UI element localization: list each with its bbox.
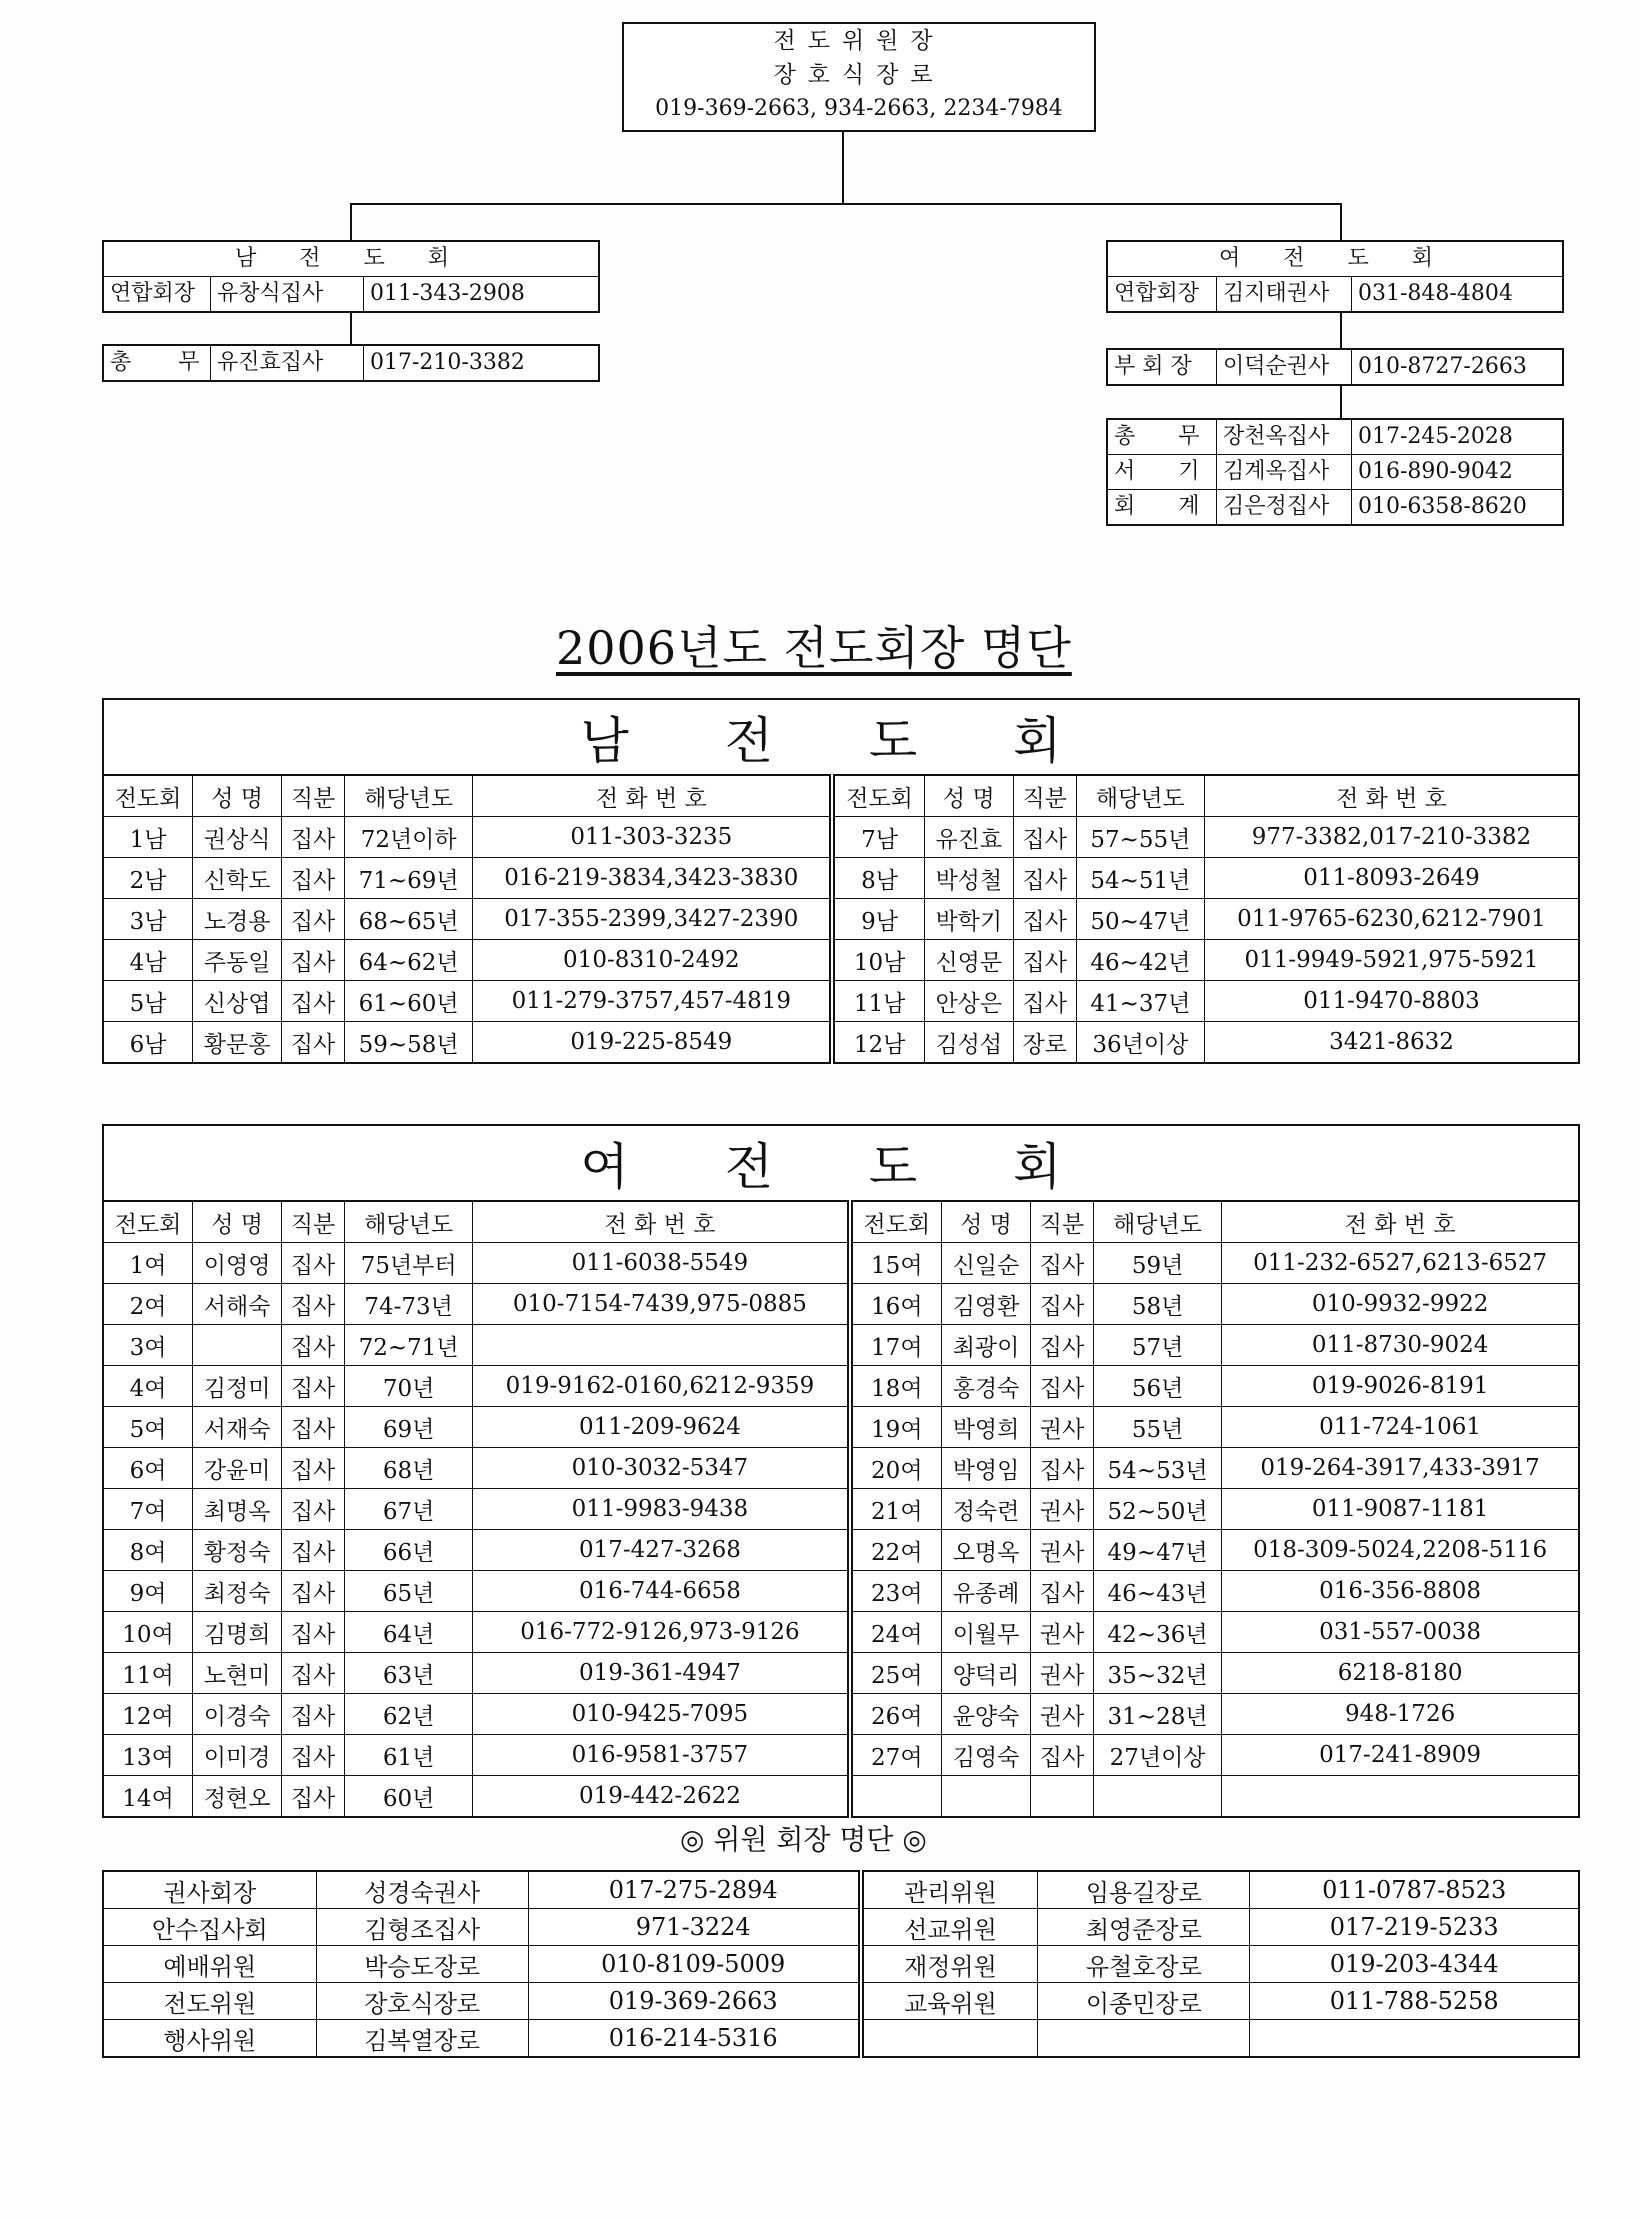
phone-cell: 017-355-2399,3427-2390 [473, 899, 833, 940]
name-cell: 노경용 [193, 899, 282, 940]
group-cell: 22여 [850, 1530, 942, 1571]
phone-cell: 011-9087-1181 [1222, 1489, 1579, 1530]
phone-cell: 011-9470-8803 [1204, 981, 1579, 1022]
years-cell: 41~37년 [1076, 981, 1204, 1022]
phone-cell: 016-214-5316 [528, 2020, 860, 2058]
table-row [103, 1776, 1579, 1818]
name-cell: 김영숙 [942, 1735, 1031, 1776]
table-row [103, 2020, 1579, 2058]
phone-cell: 016-772-9126,973-9126 [473, 1612, 850, 1653]
women-connector [1340, 312, 1342, 348]
role-cell: 관리위원 [861, 1871, 1038, 1909]
women-org-row: 연합회장 김지태권사 031-848-4804 [1108, 277, 1562, 311]
name-cell: 김영환 [942, 1284, 1031, 1325]
rank-cell: 권사 [1031, 1653, 1094, 1694]
name-cell: 이영영 [193, 1243, 282, 1284]
phone-cell: 011-8730-9024 [1222, 1325, 1579, 1366]
name-cell: 양덕리 [942, 1653, 1031, 1694]
name-cell: 서해숙 [193, 1284, 282, 1325]
role-cell: 교육위원 [861, 1983, 1038, 2020]
years-cell: 69년 [345, 1407, 473, 1448]
name-cell: 서재숙 [193, 1407, 282, 1448]
years-cell: 42~36년 [1093, 1612, 1221, 1653]
table-row [103, 981, 1579, 1022]
phone-cell: 3421-8632 [1204, 1022, 1579, 1064]
name-cell: 박승도장로 [316, 1946, 528, 1983]
role-cell: 선교위원 [861, 1909, 1038, 1946]
group-cell: 11여 [103, 1653, 193, 1694]
years-cell [1093, 1776, 1221, 1818]
phone-cell: 6218-8180 [1222, 1653, 1579, 1694]
women-org-row: 부 회 장 이덕순권사 010-8727-2663 [1108, 350, 1562, 384]
phone-cell: 019-442-2622 [473, 1776, 850, 1818]
rank-cell: 집사 [282, 858, 345, 899]
group-cell: 21여 [850, 1489, 942, 1530]
table-row [103, 1407, 1579, 1448]
phone-cell: 019-225-8549 [473, 1022, 833, 1064]
women-org-row: 총 무 장천옥집사 017-245-2028 [1108, 420, 1562, 455]
table-row [103, 940, 1579, 981]
group-cell: 3여 [103, 1325, 193, 1366]
years-cell: 66년 [345, 1530, 473, 1571]
name-cell: 유철호장로 [1038, 1946, 1250, 1983]
name-cell: 신학도 [193, 858, 282, 899]
name-cell: 신상엽 [193, 981, 282, 1022]
committee-table [102, 1870, 1580, 2058]
phone-cell: 011-232-6527,6213-6527 [1222, 1243, 1579, 1284]
men-mission-table [102, 698, 1580, 1064]
name-cell: 정현오 [193, 1776, 282, 1818]
name-cell: 이종민장로 [1038, 1983, 1250, 2020]
group-cell: 18여 [850, 1366, 942, 1407]
phone-cell: 010-8109-5009 [528, 1946, 860, 1983]
years-cell: 54~53년 [1093, 1448, 1221, 1489]
name-cell: 신영문 [924, 940, 1013, 981]
rank-cell: 집사 [1013, 981, 1076, 1022]
phone-cell [473, 1325, 850, 1366]
name-cell: 김성섭 [924, 1022, 1013, 1064]
group-cell: 26여 [850, 1694, 942, 1735]
phone-cell: 010-9425-7095 [473, 1694, 850, 1735]
rank-cell: 집사 [1031, 1366, 1094, 1407]
phone-cell: 011-279-3757,457-4819 [473, 981, 833, 1022]
group-cell: 5여 [103, 1407, 193, 1448]
name-cell: 박학기 [924, 899, 1013, 940]
rank-cell: 집사 [282, 1366, 345, 1407]
rank-cell: 집사 [282, 1735, 345, 1776]
women-org-title: 여 전 도 회 [1108, 242, 1562, 277]
group-cell: 17여 [850, 1325, 942, 1366]
phone-cell: 971-3224 [528, 1909, 860, 1946]
phone-cell: 010-3032-5347 [473, 1448, 850, 1489]
phone-cell [1250, 2020, 1579, 2058]
rank-cell: 집사 [1013, 940, 1076, 981]
table-row [103, 1571, 1579, 1612]
name-cell: 황정숙 [193, 1530, 282, 1571]
phone-cell: 977-3382,017-210-3382 [1204, 817, 1579, 858]
phone-cell: 017-427-3268 [473, 1530, 850, 1571]
name-cell: 윤양숙 [942, 1694, 1031, 1735]
group-cell: 14여 [103, 1776, 193, 1818]
name-cell: 오명옥 [942, 1530, 1031, 1571]
phone-cell: 011-9983-9438 [473, 1489, 850, 1530]
name-cell: 김정미 [193, 1366, 282, 1407]
group-cell: 27여 [850, 1735, 942, 1776]
men-org-title: 남 전 도 회 [104, 242, 598, 277]
name-cell: 최영준장로 [1038, 1909, 1250, 1946]
years-cell: 27년이상 [1093, 1735, 1221, 1776]
phone-cell: 017-241-8909 [1222, 1735, 1579, 1776]
phone-cell: 016-219-3834,3423-3830 [473, 858, 833, 899]
name-cell: 박영임 [942, 1448, 1031, 1489]
rank-cell: 집사 [1031, 1735, 1094, 1776]
rank-cell: 집사 [282, 1284, 345, 1325]
phone-cell: 019-203-4344 [1250, 1946, 1579, 1983]
group-cell: 4여 [103, 1366, 193, 1407]
years-cell: 64~62년 [345, 940, 473, 981]
years-cell: 46~42년 [1076, 940, 1204, 981]
page-title: 2006년도 전도회장 명단 [556, 621, 1072, 675]
name-cell: 김형조집사 [316, 1909, 528, 1946]
group-cell: 10남 [832, 940, 924, 981]
years-cell: 63년 [345, 1653, 473, 1694]
rank-cell: 집사 [1031, 1571, 1094, 1612]
group-cell: 20여 [850, 1448, 942, 1489]
name-cell: 박영희 [942, 1407, 1031, 1448]
years-cell: 57~55년 [1076, 817, 1204, 858]
years-cell: 72년이하 [345, 817, 473, 858]
rank-cell: 집사 [282, 981, 345, 1022]
group-cell: 25여 [850, 1653, 942, 1694]
group-cell: 13여 [103, 1735, 193, 1776]
group-cell: 6여 [103, 1448, 193, 1489]
name-cell: 홍경숙 [942, 1366, 1031, 1407]
table-row [103, 1284, 1579, 1325]
group-cell: 7여 [103, 1489, 193, 1530]
table-row [103, 1530, 1579, 1571]
name-cell [193, 1325, 282, 1366]
table-row [103, 1612, 1579, 1653]
years-cell: 57년 [1093, 1325, 1221, 1366]
phone-cell: 010-8310-2492 [473, 940, 833, 981]
years-cell: 59~58년 [345, 1022, 473, 1064]
rank-cell: 집사 [282, 1325, 345, 1366]
phone-cell: 011-9949-5921,975-5921 [1204, 940, 1579, 981]
years-cell: 70년 [345, 1366, 473, 1407]
name-cell [942, 1776, 1031, 1818]
phone-cell: 019-9162-0160,6212-9359 [473, 1366, 850, 1407]
phone-cell: 011-9765-6230,6212-7901 [1204, 899, 1579, 940]
name-cell: 최정숙 [193, 1571, 282, 1612]
rank-cell: 집사 [1013, 858, 1076, 899]
years-cell: 75년부터 [345, 1243, 473, 1284]
rank-cell: 집사 [282, 1530, 345, 1571]
rank-cell: 집사 [1013, 899, 1076, 940]
years-cell: 54~51년 [1076, 858, 1204, 899]
phone-cell: 011-788-5258 [1250, 1983, 1579, 2020]
name-cell: 김복열장로 [316, 2020, 528, 2058]
group-cell [850, 1776, 942, 1818]
phone-cell: 011-6038-5549 [473, 1243, 850, 1284]
name-cell: 이미경 [193, 1735, 282, 1776]
group-cell: 5남 [103, 981, 193, 1022]
years-cell: 46~43년 [1093, 1571, 1221, 1612]
men-org-box [102, 240, 600, 313]
table-row [103, 1946, 1579, 1983]
rank-cell: 집사 [1031, 1243, 1094, 1284]
group-cell: 24여 [850, 1612, 942, 1653]
group-cell: 16여 [850, 1284, 942, 1325]
role-cell: 재정위원 [861, 1946, 1038, 1983]
name-cell: 이월무 [942, 1612, 1031, 1653]
women-org-row: 회 계 김은정집사 010-6358-8620 [1108, 490, 1562, 524]
connector-vertical [842, 130, 844, 205]
years-cell: 50~47년 [1076, 899, 1204, 940]
rank-cell: 집사 [282, 1243, 345, 1284]
rank-cell: 장로 [1013, 1022, 1076, 1064]
name-cell: 신일순 [942, 1243, 1031, 1284]
name-cell: 안상은 [924, 981, 1013, 1022]
men-org-row: 연합회장 유창식집사 011-343-2908 [104, 277, 598, 311]
phone-cell: 031-557-0038 [1222, 1612, 1579, 1653]
phone-cell: 011-0787-8523 [1250, 1871, 1579, 1909]
rank-cell: 집사 [282, 817, 345, 858]
name-cell: 장호식장로 [316, 1983, 528, 2020]
name-cell: 정숙련 [942, 1489, 1031, 1530]
group-cell: 4남 [103, 940, 193, 981]
connector-left [350, 203, 352, 240]
years-cell: 58년 [1093, 1284, 1221, 1325]
chair-phone: 019-369-2663, 934-2663, 2234-7984 [655, 96, 1063, 121]
table-row [103, 1871, 1579, 1909]
rank-cell: 권사 [1031, 1694, 1094, 1735]
phone-cell: 019-361-4947 [473, 1653, 850, 1694]
women-mission-table [102, 1124, 1580, 1818]
rank-cell: 집사 [282, 1612, 345, 1653]
group-cell: 12여 [103, 1694, 193, 1735]
table-row [103, 1325, 1579, 1366]
group-cell: 1여 [103, 1243, 193, 1284]
group-cell: 8남 [832, 858, 924, 899]
years-cell: 36년이상 [1076, 1022, 1204, 1064]
group-cell: 9남 [832, 899, 924, 940]
rank-cell: 권사 [1031, 1530, 1094, 1571]
group-cell: 8여 [103, 1530, 193, 1571]
phone-cell: 010-9932-9922 [1222, 1284, 1579, 1325]
rank-cell: 권사 [1031, 1612, 1094, 1653]
committee-title: ◎ 위원 회장 명단 ◎ [680, 1823, 927, 1856]
years-cell: 68~65년 [345, 899, 473, 940]
phone-cell: 019-264-3917,433-3917 [1222, 1448, 1579, 1489]
name-cell: 유진효 [924, 817, 1013, 858]
rank-cell: 집사 [282, 1489, 345, 1530]
years-cell: 60년 [345, 1776, 473, 1818]
years-cell: 61~60년 [345, 981, 473, 1022]
rank-cell [1031, 1776, 1094, 1818]
phone-cell: 019-369-2663 [528, 1983, 860, 2020]
group-cell: 3남 [103, 899, 193, 940]
years-cell: 68년 [345, 1448, 473, 1489]
phone-cell: 011-724-1061 [1222, 1407, 1579, 1448]
name-cell: 성경숙권사 [316, 1871, 528, 1909]
phone-cell: 018-309-5024,2208-5116 [1222, 1530, 1579, 1571]
women-vice-box [1106, 348, 1564, 386]
phone-cell: 016-744-6658 [473, 1571, 850, 1612]
rank-cell: 집사 [282, 1407, 345, 1448]
phone-cell: 011-8093-2649 [1204, 858, 1579, 899]
group-cell: 19여 [850, 1407, 942, 1448]
role-cell: 예배위원 [103, 1946, 316, 1983]
name-cell: 노현미 [193, 1653, 282, 1694]
name-cell: 주동일 [193, 940, 282, 981]
table-row [103, 1243, 1579, 1284]
rank-cell: 집사 [282, 1571, 345, 1612]
years-cell: 67년 [345, 1489, 473, 1530]
years-cell: 74-73년 [345, 1284, 473, 1325]
name-cell: 유종례 [942, 1571, 1031, 1612]
group-cell: 10여 [103, 1612, 193, 1653]
rank-cell: 집사 [282, 1653, 345, 1694]
table-row [103, 1653, 1579, 1694]
rank-cell: 집사 [1031, 1284, 1094, 1325]
years-cell: 49~47년 [1093, 1530, 1221, 1571]
years-cell: 71~69년 [345, 858, 473, 899]
phone-cell [1222, 1776, 1579, 1818]
name-cell: 박성철 [924, 858, 1013, 899]
name-cell: 최명옥 [193, 1489, 282, 1530]
group-cell: 2여 [103, 1284, 193, 1325]
men-secretary-box [102, 344, 600, 382]
men-table-title: 남 전 도 회 [103, 699, 1579, 775]
table-row [103, 1489, 1579, 1530]
years-cell: 59년 [1093, 1243, 1221, 1284]
role-cell: 권사회장 [103, 1871, 316, 1909]
role-cell: 전도위원 [103, 1983, 316, 2020]
table-header: 전도회 성 명 직분 해당년도 전 화 번 호 전도회 성 명 직분 해당년도 전 화 번 호 [103, 775, 1579, 817]
phone-cell: 017-219-5233 [1250, 1909, 1579, 1946]
table-row [103, 817, 1579, 858]
group-cell: 12남 [832, 1022, 924, 1064]
years-cell: 61년 [345, 1735, 473, 1776]
phone-cell: 010-7154-7439,975-0885 [473, 1284, 850, 1325]
phone-cell: 017-275-2894 [528, 1871, 860, 1909]
name-cell: 임용길장로 [1038, 1871, 1250, 1909]
table-row [103, 858, 1579, 899]
years-cell: 31~28년 [1093, 1694, 1221, 1735]
table-row [103, 1909, 1579, 1946]
group-cell: 23여 [850, 1571, 942, 1612]
phone-cell: 011-303-3235 [473, 817, 833, 858]
rank-cell: 집사 [1031, 1448, 1094, 1489]
women-officers-box [1106, 418, 1564, 526]
table-row [103, 1366, 1579, 1407]
rank-cell: 집사 [282, 1776, 345, 1818]
rank-cell: 집사 [1031, 1325, 1094, 1366]
years-cell: 35~32년 [1093, 1653, 1221, 1694]
table-row [103, 1448, 1579, 1489]
chair-name: 장호식장로 [773, 62, 945, 88]
group-cell: 2남 [103, 858, 193, 899]
women-table-title: 여 전 도 회 [103, 1125, 1579, 1201]
years-cell: 72~71년 [345, 1325, 473, 1366]
group-cell: 1남 [103, 817, 193, 858]
rank-cell: 권사 [1031, 1489, 1094, 1530]
table-row [103, 1022, 1579, 1064]
rank-cell: 집사 [282, 899, 345, 940]
table-row [103, 899, 1579, 940]
group-cell: 15여 [850, 1243, 942, 1284]
name-cell: 김명희 [193, 1612, 282, 1653]
name-cell: 황문홍 [193, 1022, 282, 1064]
years-cell: 56년 [1093, 1366, 1221, 1407]
role-cell: 안수집사회 [103, 1909, 316, 1946]
phone-cell: 011-209-9624 [473, 1407, 850, 1448]
group-cell: 7남 [832, 817, 924, 858]
connector-right [1340, 203, 1342, 240]
group-cell: 6남 [103, 1022, 193, 1064]
role-cell [861, 2020, 1038, 2058]
phone-cell: 948-1726 [1222, 1694, 1579, 1735]
table-header: 전도회 성 명 직분 해당년도 전 화 번 호 전도회 성 명 직분 해당년도 전 화 번 호 [103, 1201, 1579, 1243]
name-cell: 강윤미 [193, 1448, 282, 1489]
connector-horizontal [350, 203, 1342, 205]
rank-cell: 집사 [1013, 817, 1076, 858]
committee-chair-box [622, 22, 1096, 132]
years-cell: 65년 [345, 1571, 473, 1612]
women-connector-2 [1340, 386, 1342, 418]
group-cell: 11남 [832, 981, 924, 1022]
years-cell: 62년 [345, 1694, 473, 1735]
rank-cell: 집사 [282, 1022, 345, 1064]
rank-cell: 권사 [1031, 1407, 1094, 1448]
group-cell: 9여 [103, 1571, 193, 1612]
rank-cell: 집사 [282, 1694, 345, 1735]
rank-cell: 집사 [282, 940, 345, 981]
table-row [103, 1983, 1579, 2020]
phone-cell: 016-356-8808 [1222, 1571, 1579, 1612]
name-cell [1038, 2020, 1250, 2058]
table-row [103, 1694, 1579, 1735]
phone-cell: 019-9026-8191 [1222, 1366, 1579, 1407]
name-cell: 이경숙 [193, 1694, 282, 1735]
rank-cell: 집사 [282, 1448, 345, 1489]
name-cell: 권상식 [193, 817, 282, 858]
phone-cell: 016-9581-3757 [473, 1735, 850, 1776]
men-connector [350, 312, 352, 346]
years-cell: 52~50년 [1093, 1489, 1221, 1530]
years-cell: 55년 [1093, 1407, 1221, 1448]
chair-title: 전도위원장 [773, 28, 945, 54]
men-org-row: 총 무 유진효집사 017-210-3382 [104, 346, 598, 380]
name-cell: 최광이 [942, 1325, 1031, 1366]
table-row [103, 1735, 1579, 1776]
years-cell: 64년 [345, 1612, 473, 1653]
role-cell: 행사위원 [103, 2020, 316, 2058]
women-org-row: 서 기 김계옥집사 016-890-9042 [1108, 455, 1562, 490]
women-org-box [1106, 240, 1564, 313]
